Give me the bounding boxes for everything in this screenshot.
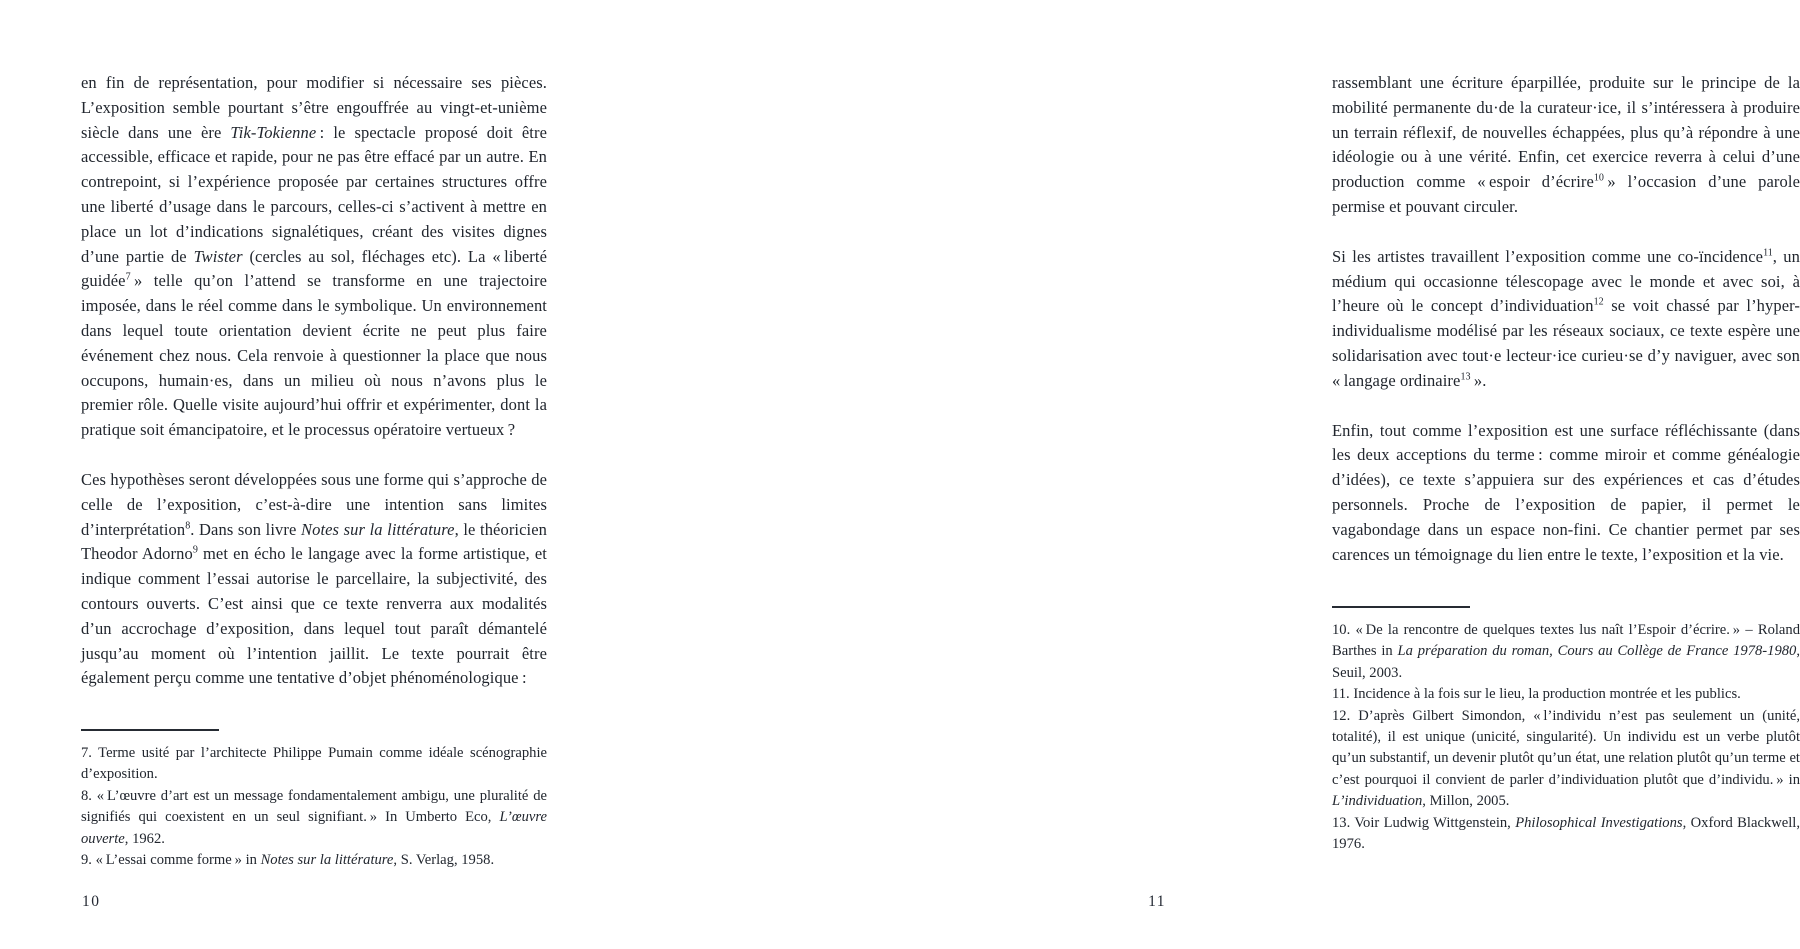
page-number: 10 (82, 893, 101, 910)
page-left-body (81, 71, 547, 691)
body-paragraph: en fin de représentation, pour modifier si nécessaire ses pièces. L’exposition semble pourtant s’être engouffrée au vingt-et-unième siècle dans une ère Tik-Tokienne : le spectacle proposé doit être accessible, efficace et rapide, pour ne pas être effacé par un autre. En contrepoint, si l’expérience proposée par certaines structures offre une liberté d’usage dans le parcours, celles-ci s’activent à mettre en place un lot d’indications signalétiques, créant des visites dignes d’une partie de Twister (cercles au sol, fléchages etc). La « liberté guidée$^7$ » telle qu’on l’attend se transforme en une trajectoire imposée, dans le réel comme dans le symbolique. Un environnement dans lequel toute orientation devient écrite ne peut plus faire événement chez nous. Cela renvoie à questionner la place que nous occupons, humain·es, dans un milieu où nous n’avons plus le premier rôle. Quelle visite aujourd’hui offrir et expérimenter, dont la pratique soit émancipatoire, et le processus opératoire vertueux ? (81, 73, 547, 440)
page-left-footnotes (81, 729, 547, 871)
body-paragraph: Enfin, tout comme l’exposition est une surface réfléchissante (dans les deux acceptions du terme : comme miroir et comme généalogie d’idées), ce texte s’appuiera sur des expériences et cas d’études personnels. Proche de l’exposition de papier, il permet le vagabondage dans un espace non-fini. Ce chantier permet par ses carences un témoignage du lien entre le texte, l’exposition et la vie. (1332, 420, 1800, 564)
page-left (0, 0, 624, 949)
footnote: 9. « L’essai comme forme » in Notes sur la littérature, S. Verlag, 1958. (81, 852, 495, 869)
footnote: 11. Incidence à la fois sur le lieu, la production montrée et les publics. (1332, 686, 1741, 703)
footnote: 7. Terme usité par l’architecte Philippe Pumain comme idéale scénographie d’exposition. (81, 745, 547, 783)
page-number: 11 (1148, 893, 1166, 910)
footnote-divider (81, 729, 219, 731)
footnote-divider (1332, 606, 1470, 608)
footnote: 8. « L’œuvre d’art est un message fondamentalement ambigu, une pluralité de signifiés qui coexistent en un seul signifiant. » In Umberto Eco, L’œuvre ouverte, 1962. (81, 787, 547, 847)
page-right-footnotes (1332, 606, 1800, 855)
footnote: 12. D’après Gilbert Simondon, « l’individu n’est pas seulement un (unité, totalité), il est unique (unicité, singularité). Un individu est un verbe plutôt qu’un substantif, un devenir plutôt qu’un état, une relation plutôt qu’un terme et c’est pourquoi il convient de parler d’individuation plutôt que d’individu. » in L’individuation, Millon, 2005. (1332, 707, 1800, 810)
footnote: 13. Voir Ludwig Wittgenstein, Philosophical Investigations, Oxford Blackwell, 1976. (1332, 814, 1800, 853)
page-right (624, 0, 1800, 949)
page-right-body (1332, 71, 1800, 567)
body-paragraph: Ces hypothèses seront développées sous une forme qui s’approche de celle de l’exposition, c’est-à-dire une intention sans limites d’interprétation$^8$. Dans son livre Notes sur la littérature, le théoricien Theodor Adorno$^9$ met en écho le langage avec la forme artistique, et indique comment l’essai autorise le parcellaire, la subjectivité, des contours ouverts. C’est ainsi que ce texte renverra aux modalités d’un accrochage d’exposition, dans lequel tout paraît démantelé jusqu’au moment où l’intention jaillit. Le texte pourrait être également perçu comme une tentative d’objet phénoménologique : (81, 469, 547, 688)
body-paragraph: rassemblant une écriture éparpillée, produite sur le principe de la mobilité permanente du·de la curateur·ice, il s’intéressera à produire un terrain réflexif, de nouvelles échappées, plus qu’à répondre à une idéologie ou à une vérité. Enfin, cet exercice reverra à celui d’une production comme « espoir d’écrire$^{10}$ » l’occasion d’une parole permise et pouvant circuler. (1332, 73, 1800, 216)
footnote: 10. « De la rencontre de quelques textes lus naît l’Espoir d’écrire. » – Roland Barthes in La préparation du roman, Cours au Collège de France 1978-1980, Seuil, 2003. (1332, 622, 1800, 681)
body-paragraph: Si les artistes travaillent l’exposition comme une co-ïncidence$^{11}$, un médium qui occasionne télescopage avec le monde et avec soi, à l’heure où le concept d’individuation$^{12}$ se voit chassé par l’hyper-individualisme modélisé par les réseaux sociaux, ce texte espère une solidarisation avec tout·e lecteur·ice curieu·se d’y naviguer, avec son « langage ordinaire$^{13}$ ». (1332, 246, 1800, 390)
